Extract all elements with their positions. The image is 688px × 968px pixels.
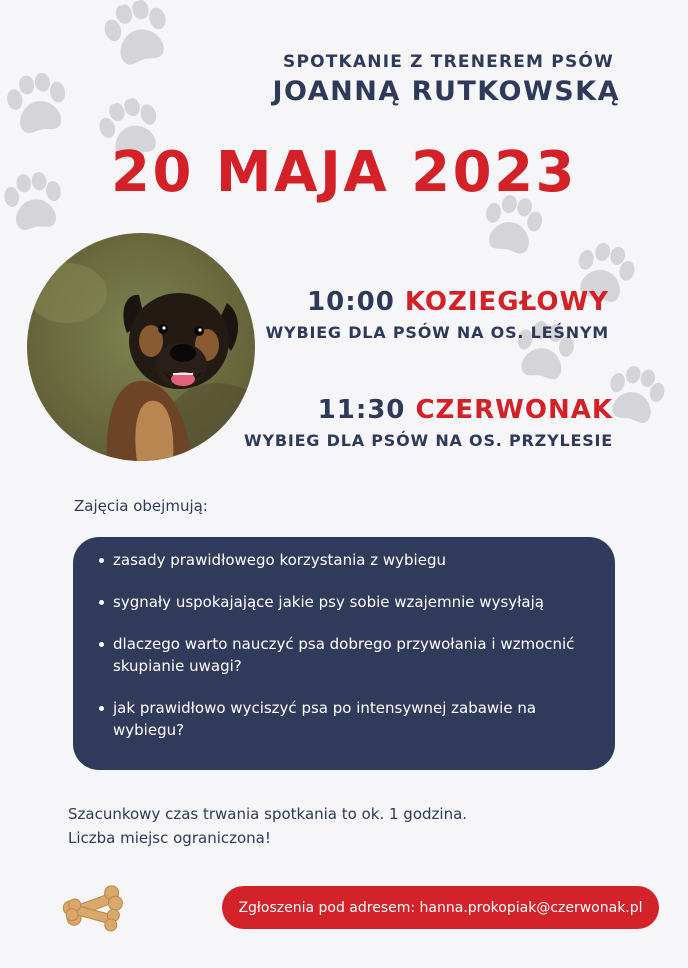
topics-list [97,549,589,741]
topics-intro: Zajęcia obejmują: [74,497,208,515]
signup-email-banner[interactable]: Zgłoszenia pod adresem: hanna.prokopiak@czerwonak.pl [222,886,659,929]
event-place: KOZIEGŁOWY [404,287,609,317]
topics-box [73,537,615,770]
meeting-notes [68,802,467,850]
paw-print-icon [0,68,76,144]
duration-note: Szacunkowy czas trwania spotkania to ok. 1 godzina. [68,805,468,823]
dog-bone-treat-icon [60,880,126,936]
event-place: CZERWONAK [415,395,613,425]
list-item: sygnały uspokajające jakie psy sobie wzajemnie wysyłają [97,591,589,613]
event-location: WYBIEG DLA PSÓW NA OS. PRZYLESIE [244,431,613,450]
event-koziegłowy [266,287,609,342]
event-date: 20 MAJA 2023 [110,140,578,205]
list-item: dlaczego warto nauczyć psa dobrego przywołania i wzmocnić skupianie uwagi? [97,633,589,677]
paw-print-icon [96,0,181,76]
event-location: WYBIEG DLA PSÓW NA OS. LEŚNYM [265,323,609,342]
event-time: 10:00 [307,287,395,317]
trainer-name: JOANNĄ RUTKOWSKĄ [272,76,620,107]
event-time: 11:30 [317,395,406,425]
dog-photo [27,233,255,461]
list-item: jak prawidłowo wyciszyć psa po intensywnej zabawie na wybiegu? [97,697,589,741]
event-subtitle: SPOTKANIE Z TRENEREM PSÓW [283,52,614,72]
event-czerwonak [244,395,613,450]
list-item: zasady prawidłowego korzystania z wybiegu [97,549,589,571]
limit-note: Liczba miejsc ograniczona! [68,829,271,847]
